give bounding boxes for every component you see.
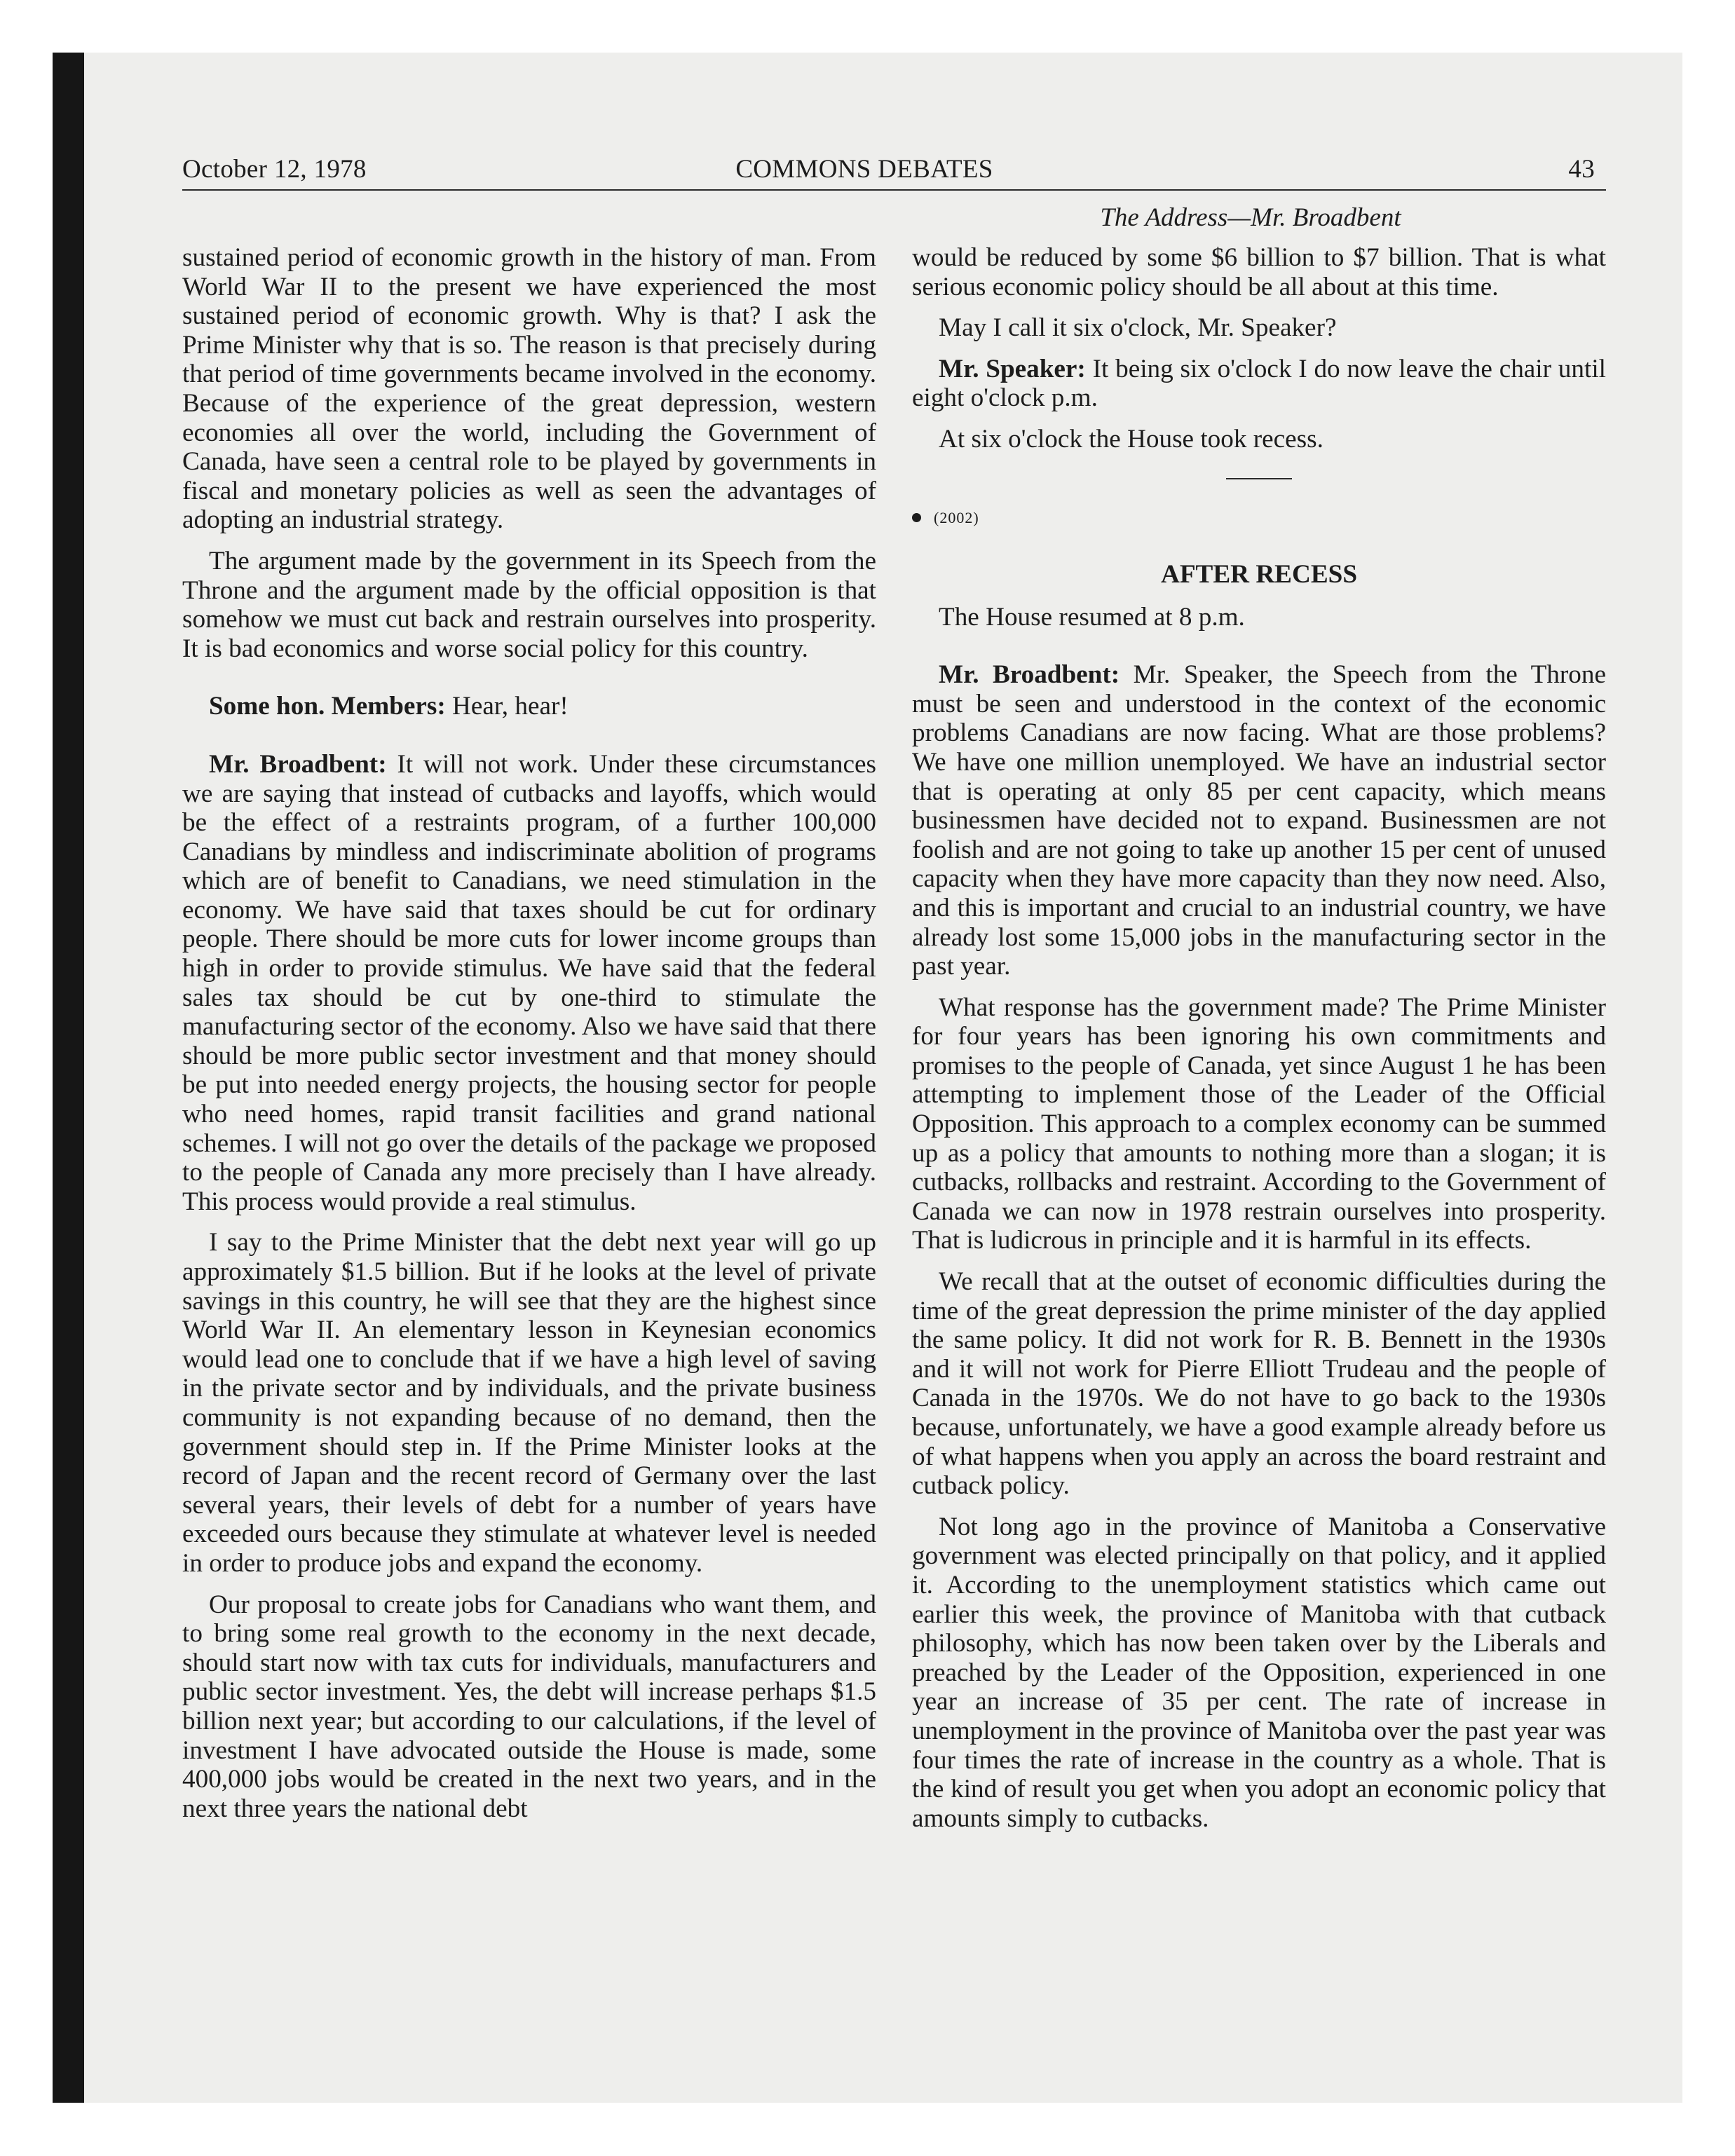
paragraph: I say to the Prime Minister that the debt next year will go up approximately $1.5 billion. But if he looks at the level of private savings in this country, he will see that they are the highest since World War II. An elementary lesson in Keynesian economics would lead one to conclude that if we have a high level of saving in the private sector and by individuals, and the private business community is not expanding because of no demand, then the government should step in. If the Prime Minister looks at the record of Japan and the recent record of Germany over the last several years, their levels of debt for a number of years have exceeded ours because they stimulate at whatever level is needed in order to produce jobs and expand the economy. bbox=[182, 1228, 876, 1578]
section-heading: AFTER RECESS bbox=[1160, 559, 1357, 589]
speaker-name: Mr. Speaker: bbox=[939, 354, 1086, 383]
speaker-paragraph bbox=[912, 355, 1606, 413]
scanned-page bbox=[53, 53, 1682, 2103]
paragraph: May I call it six o'clock, Mr. Speaker? bbox=[939, 313, 1337, 343]
speaker-paragraph bbox=[912, 660, 1606, 981]
paragraph: At six o'clock the House took recess. bbox=[939, 424, 1324, 453]
header-rule bbox=[182, 189, 1606, 191]
speech-text: Mr. Speaker, the Speech from the Throne must be seen and understood in the context of the economic problems Canadians are now facing. What are those problems? We have one million unemployed. We have an industrial sector that is operating at only 85 per cent capacity, which means businessmen have decided not to expand. Businessmen are not foolish and are not going to take up another 15 per cent of unused capacity when they have more capacity than they now need. Also, and this is important and crucial to an industrial country, we have already lost some 15,000 jobs in the manufacturing sector in the past year. bbox=[912, 660, 1606, 981]
paragraph: Our proposal to create jobs for Canadians who want them, and to bring some real growth to the economy in the next decade, should start now with tax cuts for individuals, manufacturers and public sector investment. Yes, the debt will increase perhaps $1.5 billion next year; but according to our calculations, if the level of investment I have advocated outside the House is made, some 400,000 jobs would be created in the next two years, and in the next three years the national debt bbox=[182, 1590, 876, 1823]
spacer bbox=[182, 733, 876, 750]
speech-text: It will not work. Under these circumstances we are saying that instead of cutbacks and layoffs, which would be the effect of a restraints program, of a further 100,000 Canadians by mindless and indiscriminate abolition of programs which are of benefit to Canadians, we need stimulation in the economy. We have said that taxes should be cut for ordinary people. There should be more cuts for lower income groups than high in order to provide stimulus. We have said that the federal sales tax should be cut by one-third to stimulate the manufacturing sector of the economy. Also we have said that there should be more public sector investment and that money should be put into needed energy projects, the housing sector for people who need homes, rapid transit facilities and grand national schemes. I will not go over the details of the package we proposed to the people of Canada any more precisely than I have already. This process would provide a real stimulus. bbox=[182, 749, 876, 1216]
paragraph: would be reduced by some $6 billion to $7 billion. That is what serious economic policy should be all about at this time. bbox=[912, 243, 1606, 301]
paragraph: The House resumed at 8 p.m. bbox=[939, 602, 1245, 632]
time-marker-text: (2002) bbox=[934, 508, 979, 526]
speech-text: It being six o'clock I do now leave the chair until eight o'clock p.m. bbox=[912, 354, 1606, 413]
paragraph: sustained period of economic growth in the history of man. From World War II to the present we have experienced the most sustained period of economic growth. Why is that? I ask the Prime Minister why that is so. The reason is that precisely during that period of time governments became involved in the economy. Because of the experience of the great depression, western economies all over the world, including the Government of Canada, have seen a central role to be played by governments in fiscal and monetary policies as well as seen the advantages of adopting an industrial strategy. bbox=[182, 243, 876, 535]
paragraph: Not long ago in the province of Manitoba a Conservative government was elected principally on that policy, and it applied it. According to the unemployment statistics which came out earlier this week, the province of Manitoba with that cutback philosophy, which has now been taken over by the Liberals and preached by the Leader of the Opposition, experienced in one year an increase of 35 per cent. The rate of increase in unemployment in the province of Manitoba over the past year was four times the rate of increase in the country as a whole. That is the kind of result you get when you adopt an economic policy that amounts simply to cutbacks. bbox=[912, 1512, 1606, 1833]
spacer bbox=[182, 675, 876, 692]
speaker-name: Mr. Broadbent: bbox=[939, 660, 1120, 690]
speaker-paragraph bbox=[182, 692, 876, 721]
spacer bbox=[912, 643, 1606, 660]
time-marker bbox=[912, 507, 1606, 528]
binding-edge bbox=[53, 53, 84, 2103]
paragraph: The argument made by the government in its Speech from the Throne and the argument made by the official opposition is that somehow we must cut back and restrain ourselves into prosperity. It is bad economics and worse social policy for this country. bbox=[182, 546, 876, 663]
speech-text: Hear, hear! bbox=[445, 692, 569, 721]
paragraph: What response has the government made? The Prime Minister for four years has been ignoring his own commitments and promises to the people of Canada, yet since August 1 he has been attempting to implement those of the Leader of the Official Opposition. This approach to a complex economy can be summed up as a policy that amounts to nothing more than a slogan; it is cutbacks, rollbacks and restraint. According to the Government of Canada we can now in 1978 restrain ourselves into prosperity. That is ludicrous in principle and it is harmful in its effects. bbox=[912, 992, 1606, 1255]
speaker-name: Some hon. Members: bbox=[209, 692, 446, 721]
speaker-name: Mr. Broadbent: bbox=[209, 749, 387, 779]
header-publication: COMMONS DEBATES bbox=[735, 155, 993, 184]
right-column bbox=[912, 243, 1606, 1845]
page-number: 43 bbox=[1568, 155, 1595, 184]
speaker-paragraph bbox=[182, 750, 876, 1217]
header-date: October 12, 1978 bbox=[182, 155, 367, 184]
paragraph: We recall that at the outset of economic difficulties during the time of the great depression the prime minister of the day applied the same policy. It did not work for R. B. Bennett in the 1930s and it will not work for Pierre Elliott Trudeau and the people of Canada in the 1970s. We do not have to go back to the 1930s because, unfortunately, we have a good example already before us of what happens when you apply an across the board restraint and cutback policy. bbox=[912, 1267, 1606, 1501]
left-column bbox=[182, 243, 876, 1835]
running-head: The Address—Mr. Broadbent bbox=[1100, 203, 1401, 232]
section-divider bbox=[1226, 478, 1292, 479]
bullet-icon bbox=[912, 513, 921, 522]
